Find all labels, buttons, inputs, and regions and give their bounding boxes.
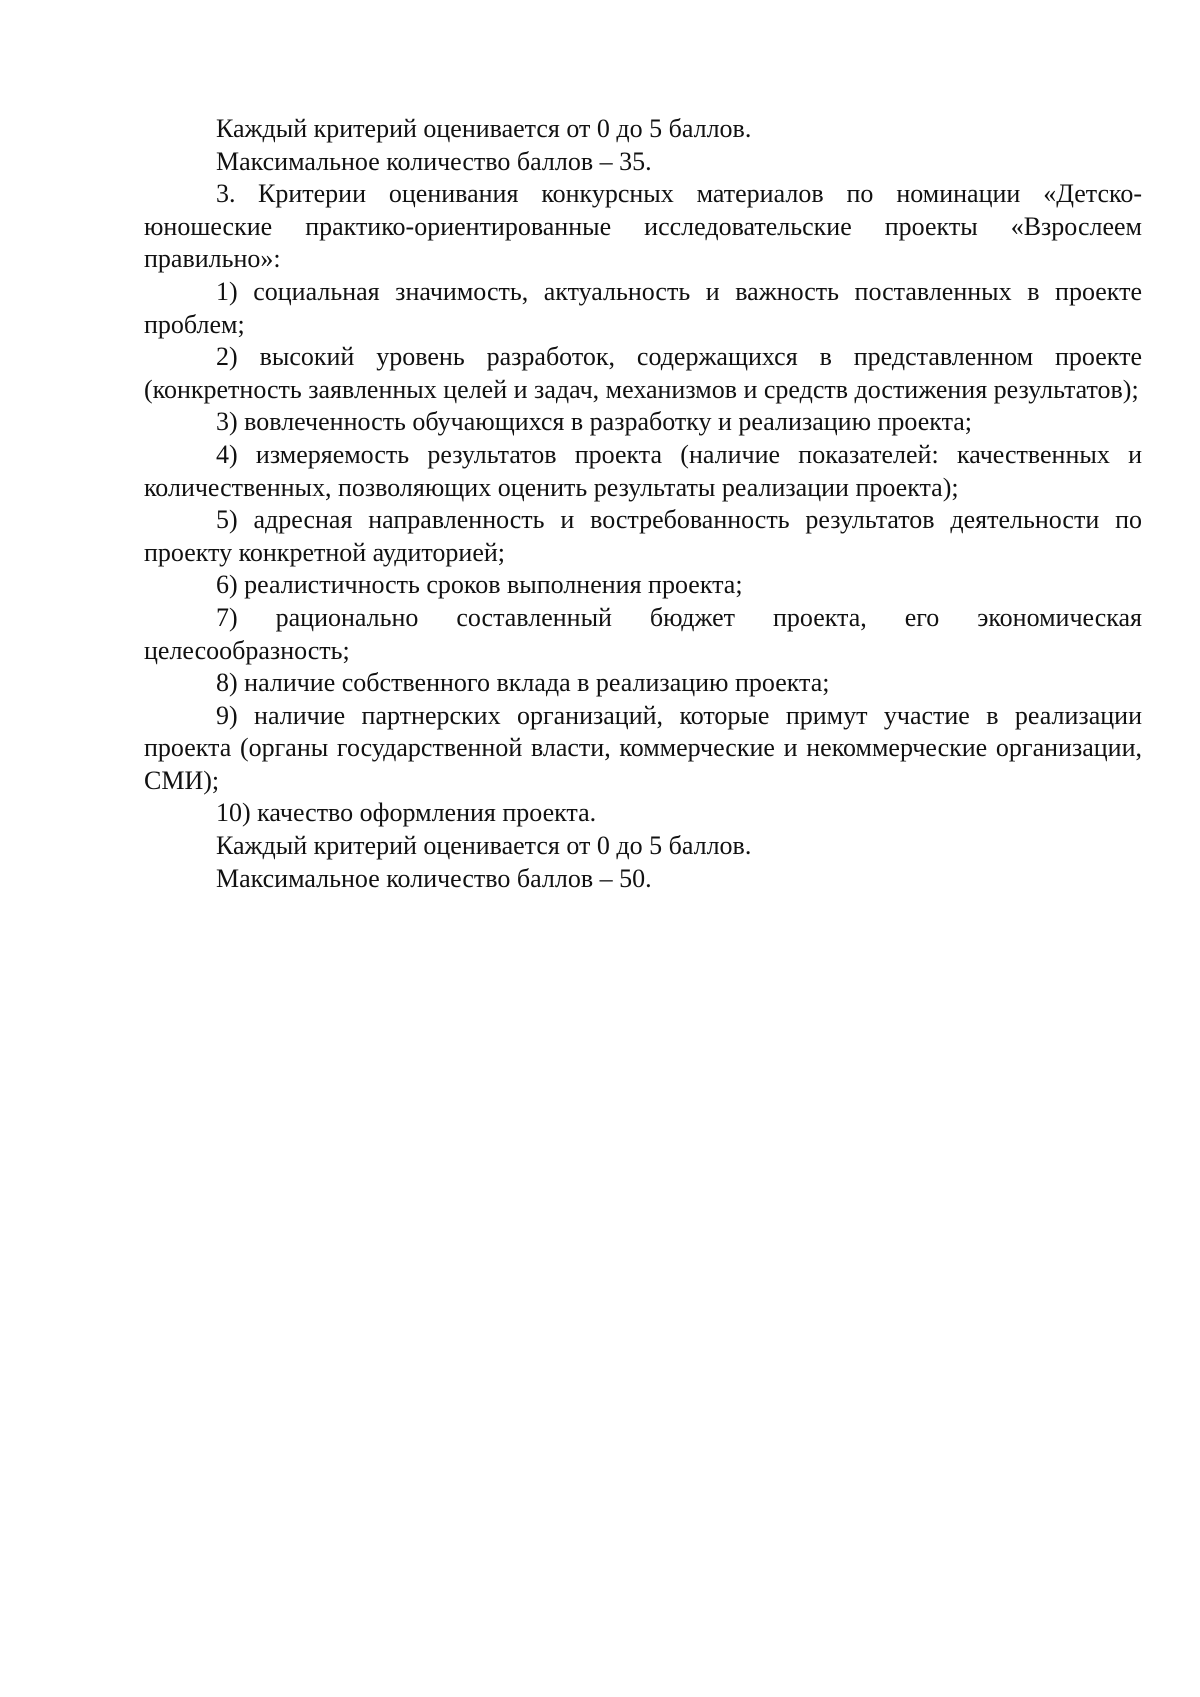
criterion-item-1: 1) социальная значимость, актуальность и важность поставленных в проекте проблем; (144, 276, 1142, 339)
criterion-item-7: 7) рационально составленный бюджет проекта, его экономическая целесообразность; (144, 602, 1142, 665)
paragraph-max-score: Максимальное количество баллов – 35. (216, 146, 652, 176)
section-heading (144, 178, 1142, 276)
criterion-item-10: 10) качество оформления проекта. (216, 798, 597, 828)
criterion-item-8: 8) наличие собственного вклада в реализацию проекта; (216, 668, 830, 698)
criterion-item-2: 2) высокий уровень разработок, содержащихся в представленном проекте (конкретность заявленных целей и задач, механизмов и средств достижения результатов); (144, 342, 1142, 404)
section-heading-text: Критерии оценивания конкурсных материалов по номинации «Детско-юношеские практико-ориентированные исследовательские проекты «Взрослеем правильно»: (144, 179, 1142, 274)
criterion-item-4: 4) измеряемость результатов проекта (наличие показателей: качественных и количественных, позволяющих оценить результаты реализации проекта); (144, 439, 1142, 502)
closing-score-range: Каждый критерий оценивается от 0 до 5 баллов. (216, 831, 752, 861)
criterion-item-9: 9) наличие партнерских организаций, которые примут участие в реализации проекта (органы государственной власти, коммерческие и некоммерческие организации, СМИ); (144, 700, 1142, 795)
document-body (144, 113, 1142, 895)
criterion-item-5: 5) адресная направленность и востребованность результатов деятельности по проекту конкретной аудиторией; (144, 505, 1142, 567)
criterion-item-3: 3) вовлеченность обучающихся в разработку и реализацию проекта; (216, 407, 973, 437)
closing-max-score: Максимальное количество баллов – 50. (216, 863, 652, 893)
paragraph-score-range: Каждый критерий оценивается от 0 до 5 баллов. (216, 114, 752, 143)
section-number: 3. (216, 179, 236, 209)
criterion-item-6: 6) реалистичность сроков выполнения проекта; (216, 570, 743, 600)
